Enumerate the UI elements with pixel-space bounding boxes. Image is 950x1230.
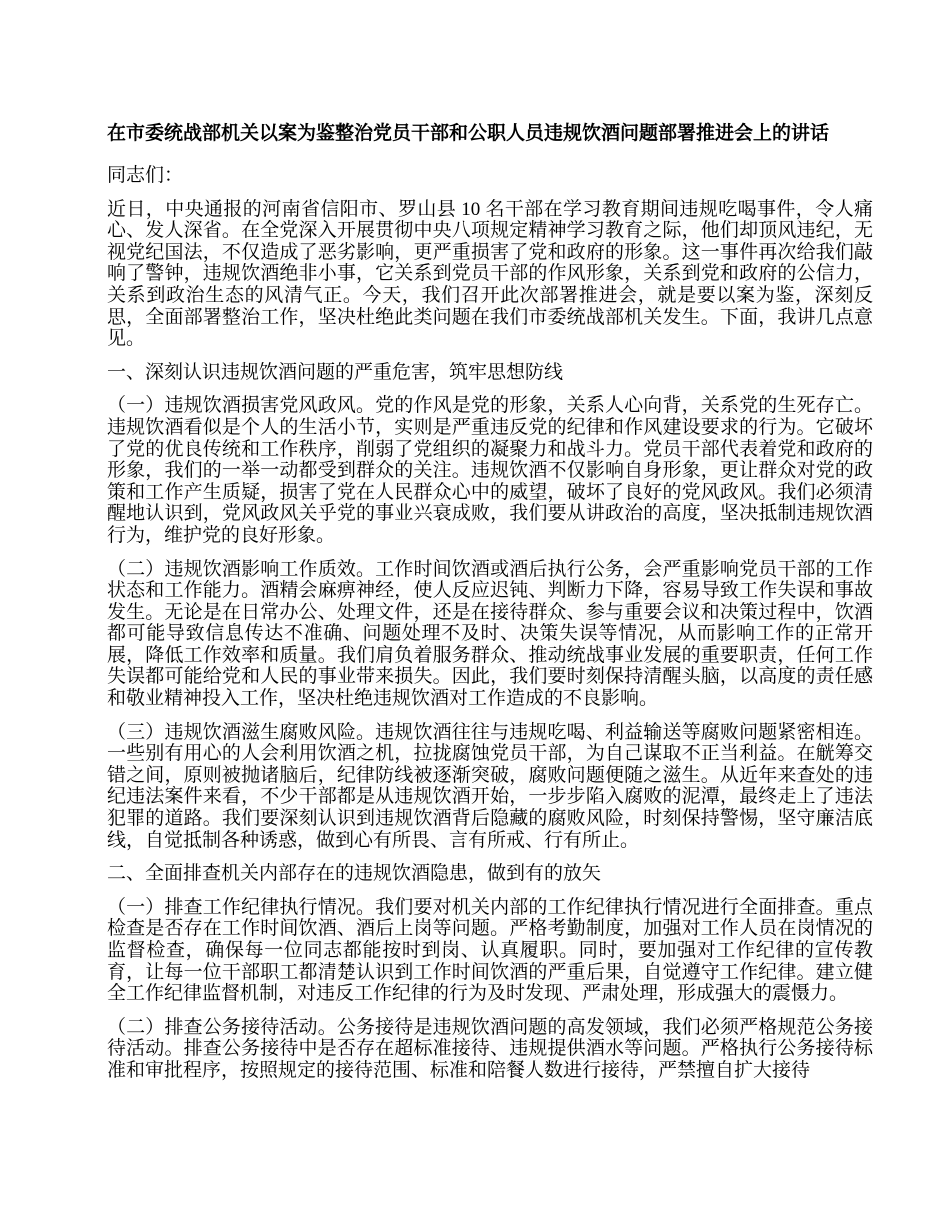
document-body bbox=[107, 122, 873, 1082]
paragraph-1-3: （三）违规饮酒滋生腐败风险。违规饮酒往往与违规吃喝、利益输送等腐败问题紧密相连。一些别有用心的人会利用饮酒之机，拉拢腐蚀党员干部，为自己谋取不正当利益。在觥筹交错之间，原则被抛诸脑后，纪律防线被逐渐突破，腐败问题便随之滋生。从近年来查处的违纪违法案件来看，不少干部都是从违规饮酒开始，一步步陷入腐败的泥潭，最终走上了违法犯罪的道路。我们要深刻认识到违规饮酒背后隐藏的腐败风险，时刻保持警惕，坚守廉洁底线，自觉抵制各种诱惑，做到心有所畏、言有所戒、行有所止。 bbox=[107, 721, 873, 851]
paragraph-intro: 近日，中央通报的河南省信阳市、罗山县 10 名干部在学习教育期间违规吃喝事件，令人痛心、发人深省。在全党深入开展贯彻中央八项规定精神学习教育之际，他们却顶风违纪，无视党纪国法，不仅造成了恶劣影响，更严重损害了党和政府的形象。这一事件再次给我们敲响了警钟，违规饮酒绝非小事，它关系到党员干部的作风形象，关系到党和政府的公信力，关系到政治生态的风清气正。今天，我们召开此次部署推进会，就是要以案为鉴，深刻反思，全面部署整治工作，坚决杜绝此类问题在我们市委统战部机关发生。下面，我讲几点意见。 bbox=[107, 198, 873, 350]
paragraph-2-2: （二）排查公务接待活动。公务接待是违规饮酒问题的高发领域，我们必须严格规范公务接待活动。排查公务接待中是否存在超标准接待、违规提供酒水等问题。严格执行公务接待标准和审批程序，按照规定的接待范围、标准和陪餐人数进行接待，严禁擅自扩大接待 bbox=[107, 1016, 873, 1081]
paragraph-1-2: （二）违规饮酒影响工作质效。工作时间饮酒或酒后执行公务，会严重影响党员干部的工作状态和工作能力。酒精会麻痹神经，使人反应迟钝、判断力下降，容易导致工作失误和事故发生。无论是在日常办公、处理文件，还是在接待群众、参与重要会议和决策过程中，饮酒都可能导致信息传达不准确、问题处理不及时、决策失误等情况，从而影响工作的正常开展，降低工作效率和质量。我们肩负着服务群众、推动统战事业发展的重要职责，任何工作失误都可能给党和人民的事业带来损失。因此，我们要时刻保持清醒头脑，以高度的责任感和敬业精神投入工作，坚决杜绝违规饮酒对工作造成的不良影响。 bbox=[107, 558, 873, 710]
section-heading-1: 一、深刻认识违规饮酒问题的严重危害，筑牢思想防线 bbox=[107, 361, 564, 383]
section-heading-2: 二、全面排查机关内部存在的违规饮酒隐患，做到有的放矢 bbox=[107, 863, 602, 885]
paragraph-2-1: （一）排查工作纪律执行情况。我们要对机关内部的工作纪律执行情况进行全面排查。重点检查是否存在工作时间饮酒、酒后上岗等问题。严格考勤制度，加强对工作人员在岗情况的监督检查，确保每一位同志都能按时到岗、认真履职。同时，要加强对工作纪律的宣传教育，让每一位干部职工都清楚认识到工作时间饮酒的严重后果，自觉遵守工作纪律。建立健全工作纪律监督机制，对违反工作纪律的行为及时发现、严肃处理，形成强大的震慑力。 bbox=[107, 896, 873, 1005]
document-title: 在市委统战部机关以案为鉴整治党员干部和公职人员违规饮酒问题部署推进会上的讲话 bbox=[107, 123, 830, 144]
salutation: 同志们： bbox=[107, 165, 184, 186]
paragraph-1-1: （一）违规饮酒损害党风政风。党的作风是党的形象，关系人心向背，关系党的生死存亡。违规饮酒看似是个人的生活小节，实则是严重违反党的纪律和作风建设要求的行为。它破坏了党的优良传统和工作秩序，削弱了党组织的凝聚力和战斗力。党员干部代表着党和政府的形象，我们的一举一动都受到群众的关注。违规饮酒不仅影响自身形象，更让群众对党的政策和工作产生质疑，损害了党在人民群众心中的威望，破坏了良好的党风政风。我们必须清醒地认识到，党风政风关乎党的事业兴衰成败，我们要从讲政治的高度，坚决抵制违规饮酒行为，维护党的良好形象。 bbox=[107, 395, 873, 546]
